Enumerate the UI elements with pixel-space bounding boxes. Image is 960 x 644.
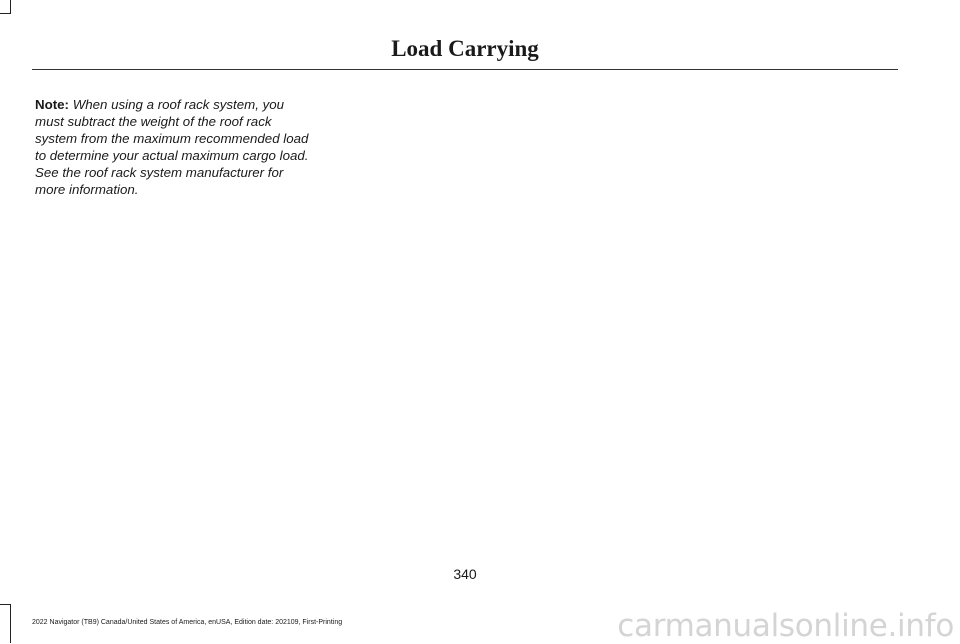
crop-mark-bottom-left-horizontal — [0, 604, 11, 605]
crop-mark-bottom-left-vertical — [10, 604, 11, 643]
crop-mark-top-left-horizontal — [0, 13, 11, 14]
page-title: Load Carrying — [391, 36, 539, 61]
title-divider — [32, 69, 898, 70]
note-paragraph — [35, 96, 310, 198]
note-text: When using a roof rack system, you must subtract the weight of the roof rack system from the maximum recommended load to determine your actual maximum cargo load. See the roof rack system manufacturer for more information. — [35, 97, 309, 197]
page-number: 340 — [453, 566, 477, 582]
crop-mark-top-left-vertical — [10, 0, 11, 13]
watermark: carmanualsonline.info — [617, 608, 954, 644]
footer-edition-info: 2022 Navigator (TB9) Canada/United States of America, enUSA, Edition date: 202109, First-Printing — [32, 619, 343, 626]
note-label: Note: — [35, 97, 69, 112]
